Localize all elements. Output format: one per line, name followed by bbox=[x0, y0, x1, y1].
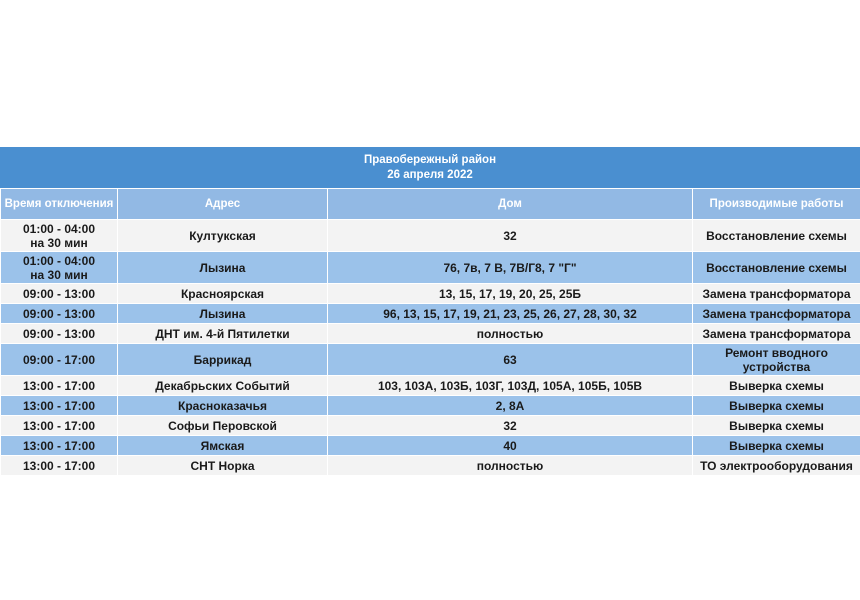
cell-time bbox=[1, 304, 118, 324]
cell-houses: 13, 15, 17, 19, 20, 25, 25Б bbox=[328, 284, 693, 304]
cell-houses: 76, 7в, 7 В, 7В/Г8, 7 "Г" bbox=[328, 252, 693, 284]
table-row bbox=[1, 344, 860, 376]
cell-address: СНТ Норка bbox=[118, 456, 328, 476]
outage-schedule bbox=[0, 147, 860, 476]
cell-time bbox=[1, 324, 118, 344]
cell-time bbox=[1, 396, 118, 416]
cell-time bbox=[1, 416, 118, 436]
time-range: 13:00 - 17:00 bbox=[22, 398, 96, 413]
cell-houses: 32 bbox=[328, 416, 693, 436]
date-title: 26 апреля 2022 bbox=[387, 168, 473, 181]
time-note: на 30 мин bbox=[30, 235, 88, 250]
cell-works: Замена трансформатора bbox=[693, 304, 860, 324]
cell-works: Выверка схемы bbox=[693, 416, 860, 436]
column-header-time: Время отключения bbox=[1, 189, 118, 220]
cell-address: Красноярская bbox=[118, 284, 328, 304]
cell-time bbox=[1, 252, 118, 284]
district-title: Правобережный район bbox=[363, 153, 497, 166]
cell-works: Замена трансформатора bbox=[693, 324, 860, 344]
cell-works: Ремонт вводного устройства bbox=[693, 344, 860, 376]
cell-works: Замена трансформатора bbox=[693, 284, 860, 304]
table-row bbox=[1, 436, 860, 456]
cell-address: Лызина bbox=[118, 252, 328, 284]
cell-address: Лызина bbox=[118, 304, 328, 324]
table-row bbox=[1, 220, 860, 252]
time-range: 09:00 - 13:00 bbox=[22, 286, 96, 301]
cell-works: Выверка схемы bbox=[693, 396, 860, 416]
cell-houses: 96, 13, 15, 17, 19, 21, 23, 25, 26, 27, 28, 30, 32 bbox=[328, 304, 693, 324]
table-row bbox=[1, 456, 860, 476]
table-body bbox=[1, 220, 860, 476]
cell-address: Красноказачья bbox=[118, 396, 328, 416]
cell-houses: 103, 103А, 103Б, 103Г, 103Д, 105А, 105Б, 105В bbox=[328, 376, 693, 396]
cell-houses: полностью bbox=[328, 324, 693, 344]
table-title bbox=[0, 147, 860, 188]
cell-address: Култукская bbox=[118, 220, 328, 252]
column-header-address: Адрес bbox=[118, 189, 328, 220]
column-header-works: Производимые работы bbox=[693, 189, 860, 220]
cell-address: Баррикад bbox=[118, 344, 328, 376]
table-row bbox=[1, 304, 860, 324]
time-range: 09:00 - 13:00 bbox=[22, 326, 96, 341]
cell-address: Софьи Перовской bbox=[118, 416, 328, 436]
cell-works: Выверка схемы bbox=[693, 376, 860, 396]
header-row bbox=[1, 189, 860, 220]
cell-works: ТО электрооборудования bbox=[693, 456, 860, 476]
cell-address: Декабрьских Событий bbox=[118, 376, 328, 396]
time-range: 13:00 - 17:00 bbox=[22, 458, 96, 473]
time-range: 09:00 - 13:00 bbox=[22, 306, 96, 321]
column-header-house: Дом bbox=[328, 189, 693, 220]
cell-time bbox=[1, 436, 118, 456]
cell-houses: 40 bbox=[328, 436, 693, 456]
table-row bbox=[1, 252, 860, 284]
table-row bbox=[1, 396, 860, 416]
time-range: 01:00 - 04:00 bbox=[22, 221, 96, 236]
cell-works: Восстановление схемы bbox=[693, 220, 860, 252]
cell-address: Ямская bbox=[118, 436, 328, 456]
time-range: 13:00 - 17:00 bbox=[22, 418, 96, 433]
cell-address: ДНТ им. 4-й Пятилетки bbox=[118, 324, 328, 344]
time-note: на 30 мин bbox=[30, 267, 88, 282]
table-row bbox=[1, 376, 860, 396]
cell-houses: 63 bbox=[328, 344, 693, 376]
cell-houses: 2, 8А bbox=[328, 396, 693, 416]
cell-time bbox=[1, 376, 118, 396]
cell-time bbox=[1, 344, 118, 376]
time-range: 13:00 - 17:00 bbox=[22, 378, 96, 393]
time-range: 13:00 - 17:00 bbox=[22, 438, 96, 453]
table-row bbox=[1, 324, 860, 344]
cell-time bbox=[1, 456, 118, 476]
cell-houses: 32 bbox=[328, 220, 693, 252]
table-row bbox=[1, 416, 860, 436]
time-range: 09:00 - 17:00 bbox=[22, 352, 96, 367]
time-range: 01:00 - 04:00 bbox=[22, 253, 96, 268]
table-row bbox=[1, 284, 860, 304]
outage-table bbox=[0, 188, 860, 476]
cell-time bbox=[1, 220, 118, 252]
cell-time bbox=[1, 284, 118, 304]
cell-houses: полностью bbox=[328, 456, 693, 476]
cell-works: Выверка схемы bbox=[693, 436, 860, 456]
cell-works: Восстановление схемы bbox=[693, 252, 860, 284]
